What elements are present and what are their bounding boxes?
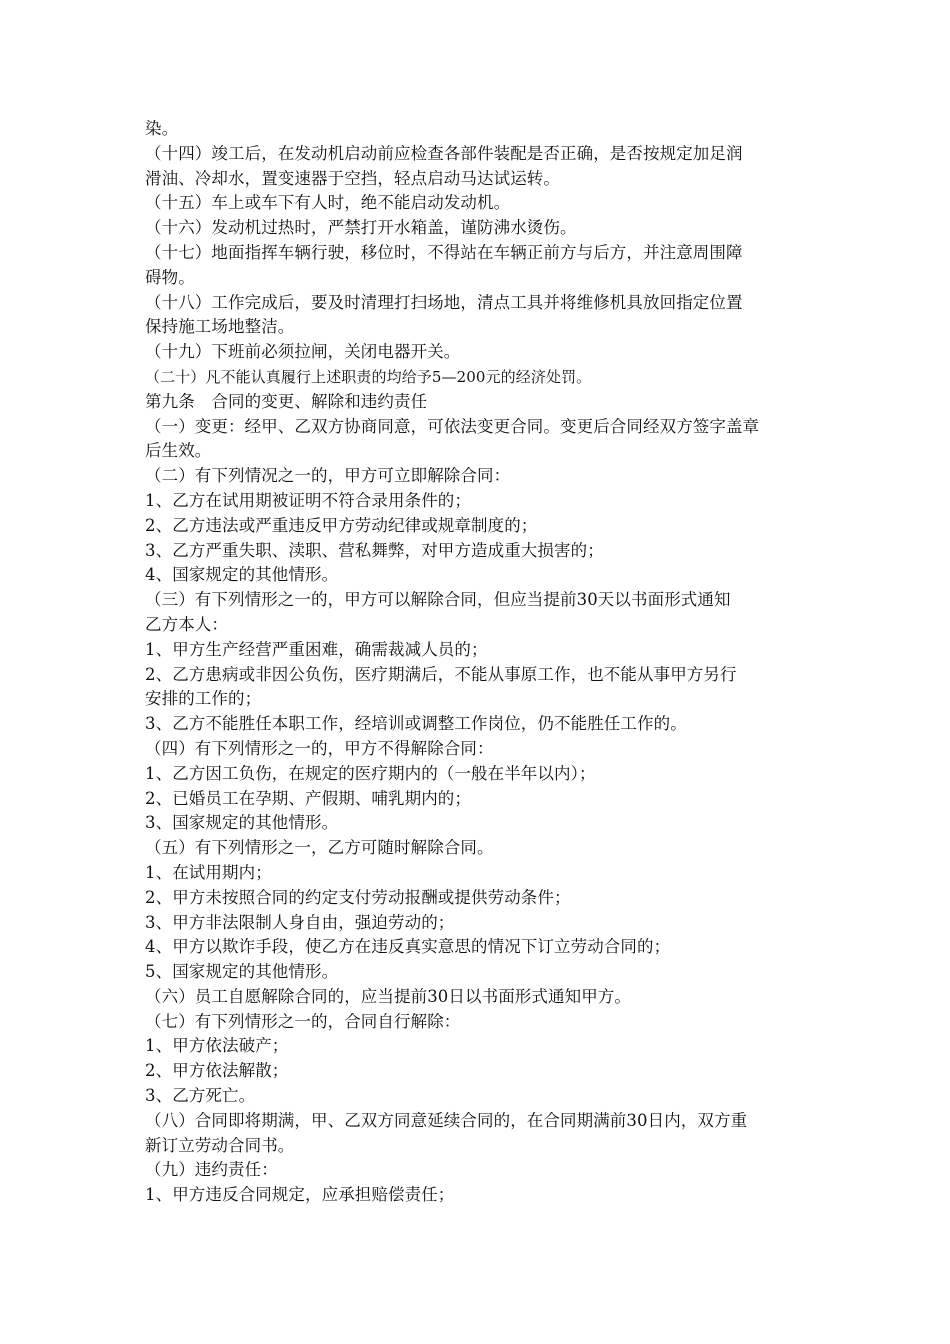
text-line: 1、甲方依法破产； bbox=[145, 1036, 289, 1056]
text-line: 3、乙方不能胜任本职工作，经培训或调整工作岗位，仍不能胜任工作的。 bbox=[145, 714, 687, 734]
text-line: 1、甲方违反合同规定，应承担赔偿责任； bbox=[145, 1185, 455, 1205]
text-line: （一）变更：经甲、乙双方协商同意，可依法变更合同。变更后合同经双方签字盖章 bbox=[145, 416, 760, 436]
text-line: （十九）下班前必须拉闸，关闭电器开关。 bbox=[145, 342, 461, 362]
text-line: 1、甲方生产经营严重困难，确需裁减人员的； bbox=[145, 639, 488, 659]
text-line: 2、乙方患病或非因公负伤，医疗期满后，不能从事原工作，也不能从事甲方另行 bbox=[145, 664, 737, 684]
text-line: 后生效。 bbox=[145, 441, 212, 461]
text-line: 4、国家规定的其他情形。 bbox=[145, 565, 339, 585]
text-line: （三）有下列情形之一的，甲方可以解除合同，但应当提前30天以书面形式通知 bbox=[145, 590, 731, 610]
text-line: （十七）地面指挥车辆行驶，移位时，不得站在车辆正前方与后方，并注意周围障 bbox=[145, 242, 743, 262]
text-line: 1、乙方因工负伤，在规定的医疗期内的（一般在半年以内）； bbox=[145, 763, 596, 783]
text-line: 3、乙方严重失职、渎职、营私舞弊，对甲方造成重大损害的； bbox=[145, 540, 604, 560]
text-line: 3、乙方死亡。 bbox=[145, 1086, 256, 1106]
text-line: 2、甲方依法解散； bbox=[145, 1061, 289, 1081]
text-line: （四）有下列情形之一的，甲方不得解除合同： bbox=[145, 738, 494, 758]
text-line: （十四）竣工后，在发动机启动前应检查各部件装配是否正确，是否按规定加足润 bbox=[145, 143, 743, 163]
text-line: （十五）车上或车下有人时，绝不能启动发动机。 bbox=[145, 193, 511, 213]
text-line: （七）有下列情形之一的，合同自行解除： bbox=[145, 1011, 461, 1031]
text-line: 1、乙方在试用期被证明不符合录用条件的； bbox=[145, 490, 471, 510]
text-line: 滑油、冷却水，置变速器于空挡，轻点启动马达试运转。 bbox=[145, 168, 560, 188]
text-line: 1、在试用期内； bbox=[145, 862, 272, 882]
text-line: （十八）工作完成后，要及时清理打扫场地，清点工具并将维修机具放回指定位置 bbox=[145, 292, 743, 312]
text-line: 2、乙方违法或严重违反甲方劳动纪律或规章制度的； bbox=[145, 515, 538, 535]
text-line: 安排的工作的； bbox=[145, 689, 262, 709]
text-line: 保持施工场地整洁。 bbox=[145, 317, 295, 337]
text-line: （八）合同即将期满，甲、乙双方同意延续合同的，在合同期满前30日内，双方重 bbox=[145, 1110, 748, 1130]
text-line: 第九条 合同的变更、解除和违约责任 bbox=[145, 391, 428, 411]
text-line: （五）有下列情形之一，乙方可随时解除合同。 bbox=[145, 838, 494, 858]
text-line: 3、甲方非法限制人身自由，强迫劳动的； bbox=[145, 912, 455, 932]
text-line: （九）违约责任： bbox=[145, 1160, 278, 1180]
text-line: 5、国家规定的其他情形。 bbox=[145, 962, 339, 982]
text-line: （二十）凡不能认真履行上述职责的均给予5—200元的经济处罚。 bbox=[145, 367, 592, 386]
text-line: 碍物。 bbox=[145, 267, 195, 287]
text-line: 新订立劳动合同书。 bbox=[145, 1135, 295, 1155]
text-line: （十六）发动机过热时，严禁打开水箱盖，谨防沸水烫伤。 bbox=[145, 218, 577, 238]
text-line: 染。 bbox=[145, 119, 179, 138]
text-line: 2、已婚员工在孕期、产假期、哺乳期内的； bbox=[145, 788, 471, 808]
text-line: （六）员工自愿解除合同的，应当提前30日以书面形式通知甲方。 bbox=[145, 986, 631, 1006]
document-page bbox=[145, 117, 810, 1208]
text-line: 2、甲方未按照合同的约定支付劳动报酬或提供劳动条件； bbox=[145, 887, 571, 907]
text-line: 乙方本人： bbox=[145, 614, 228, 634]
text-line: （二）有下列情况之一的，甲方可立即解除合同： bbox=[145, 466, 511, 486]
text-line: 4、甲方以欺诈手段，使乙方在违反真实意思的情况下订立劳动合同的； bbox=[145, 937, 671, 957]
text-line: 3、国家规定的其他情形。 bbox=[145, 813, 339, 833]
